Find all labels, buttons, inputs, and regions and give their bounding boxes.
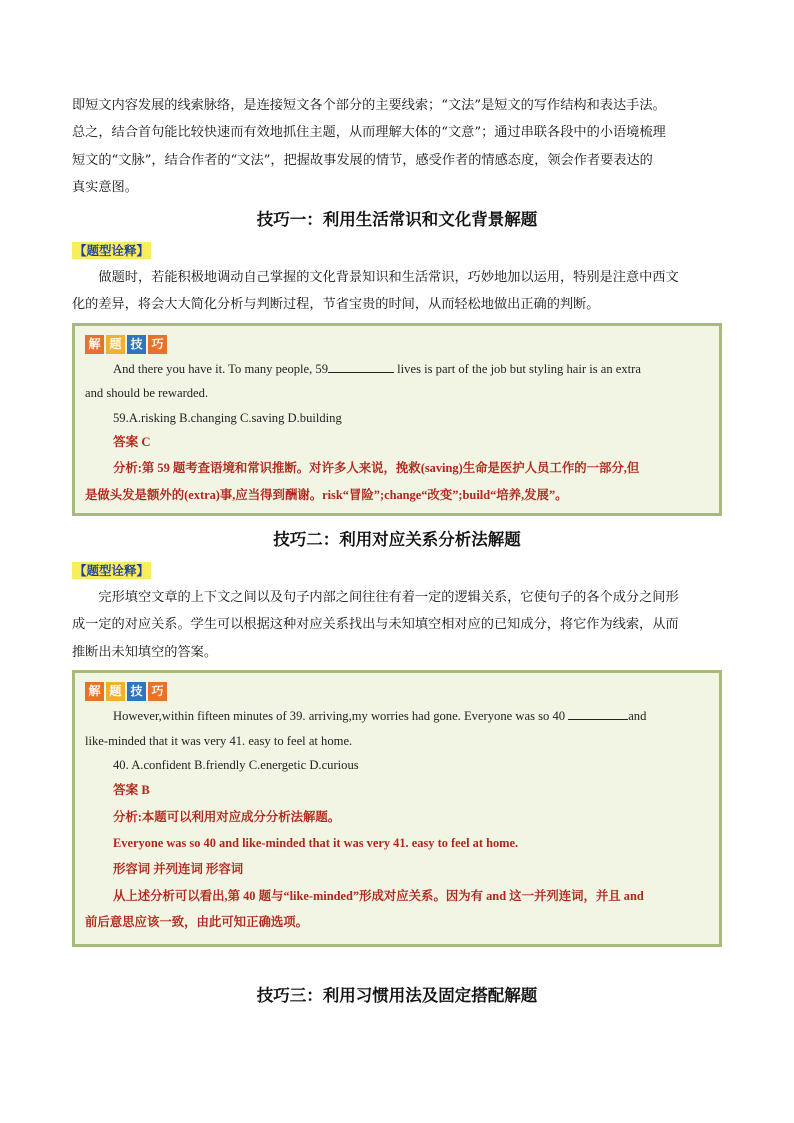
question-line: and should be rewarded. [85,386,209,400]
para-line: 成一定的对应关系。学生可以根据这种对应关系找出与未知填空相对应的已知成分，将它作为线索，从而 [72,617,679,633]
options-line: 59.A.risking B.changing C.saving D.building [113,411,342,425]
intro-paragraph [72,92,724,202]
badge-char: 巧 [148,682,167,701]
question-line: like-minded that it was very 41. easy to feel at home. [85,734,353,748]
badge-char: 巧 [148,335,167,354]
analysis-line: 从上述分析可以看出,第 40 题与“like-minded”形成对应关系。因为有 and 这一并列连词，并且 and [113,889,644,903]
intro-line: 真实意图。 [72,180,138,196]
badge-char: 技 [127,682,146,701]
blank-line [328,358,394,373]
answer-line: 答案 C [113,435,151,449]
analysis-line: 是做头发是额外的(extra)事,应当得到酬谢。risk“冒险”;change“改变”;build“培养,发展”。 [85,488,568,502]
options-line: 40. A.confident B.friendly C.energetic D.curious [113,758,359,772]
section-tag-1: 【题型诠释】 [74,243,150,258]
para-line: 做题时，若能积极地调动自己掌握的文化背景知识和生活常识，巧妙地加以运用，特别是注意中西文 [98,270,679,285]
question-text: And there you have it. To many people, 59 [113,362,329,376]
para-line: 化的差异，将会大大简化分析与判断过程，节省宝贵的时间，从而轻松地做出正确的判断。 [72,297,600,313]
section-heading-2: 技巧二：利用对应关系分析法解题 [273,530,521,549]
analysis-line: 分析:本题可以利用对应成分分析法解题。 [113,810,341,824]
section-paragraph-1 [72,264,724,319]
question-line [85,357,709,381]
tip-badge [85,682,167,701]
blank-line [568,705,628,720]
badge-char: 题 [106,682,125,701]
section-paragraph-2 [72,584,724,666]
section-heading-3: 技巧三：利用习惯用法及固定搭配解题 [256,986,538,1005]
answer-line: 答案 B [113,783,150,797]
intro-line: 短文的“文脉”，结合作者的“文法”，把握故事发展的情节，感受作者的情感态度，领会作者要表达的 [72,152,653,168]
section-tag-2: 【题型诠释】 [74,563,150,578]
question-text: lives is part of the job but styling hair is an extra [394,362,641,376]
section-heading-1: 技巧一：利用生活常识和文化背景解题 [256,210,538,229]
analysis-line: Everyone was so 40 and like-minded that it was very 41. easy to feel at home. [113,836,519,850]
analysis-line: 形容词 并列连词 形容词 [113,862,244,876]
para-line: 推断出未知填空的答案。 [72,644,218,660]
badge-char: 解 [85,335,104,354]
badge-char: 题 [106,335,125,354]
analysis-line: 前后意思应该一致，由此可知正确选项。 [85,915,309,929]
para-line: 完形填空文章的上下文之间以及句子内部之间往往有着一定的逻辑关系，它使句子的各个成分之间形 [98,590,679,605]
badge-char: 解 [85,682,104,701]
intro-line: 总之，结合首句能比较快速而有效地抓住主题，从而理解大体的“文意”；通过串联各段中的小语境梳理 [72,125,666,141]
question-text: and [628,709,647,723]
intro-line: 即短文内容发展的线索脉络，是连接短文各个部分的主要线索；“文法”是短文的写作结构和表达手法。 [72,98,666,113]
tip-box-1 [72,323,722,516]
question-text: However,within fifteen minutes of 39. arriving,my worries had gone. Everyone was so 40 [113,709,566,723]
analysis-line: 分析:第 59 题考查语境和常识推断。对许多人来说，挽救(saving)生命是医护人员工作的一部分,但 [113,461,640,475]
question-line [85,704,709,728]
tip-box-2 [72,670,722,947]
tip-badge [85,335,167,354]
badge-char: 技 [127,335,146,354]
